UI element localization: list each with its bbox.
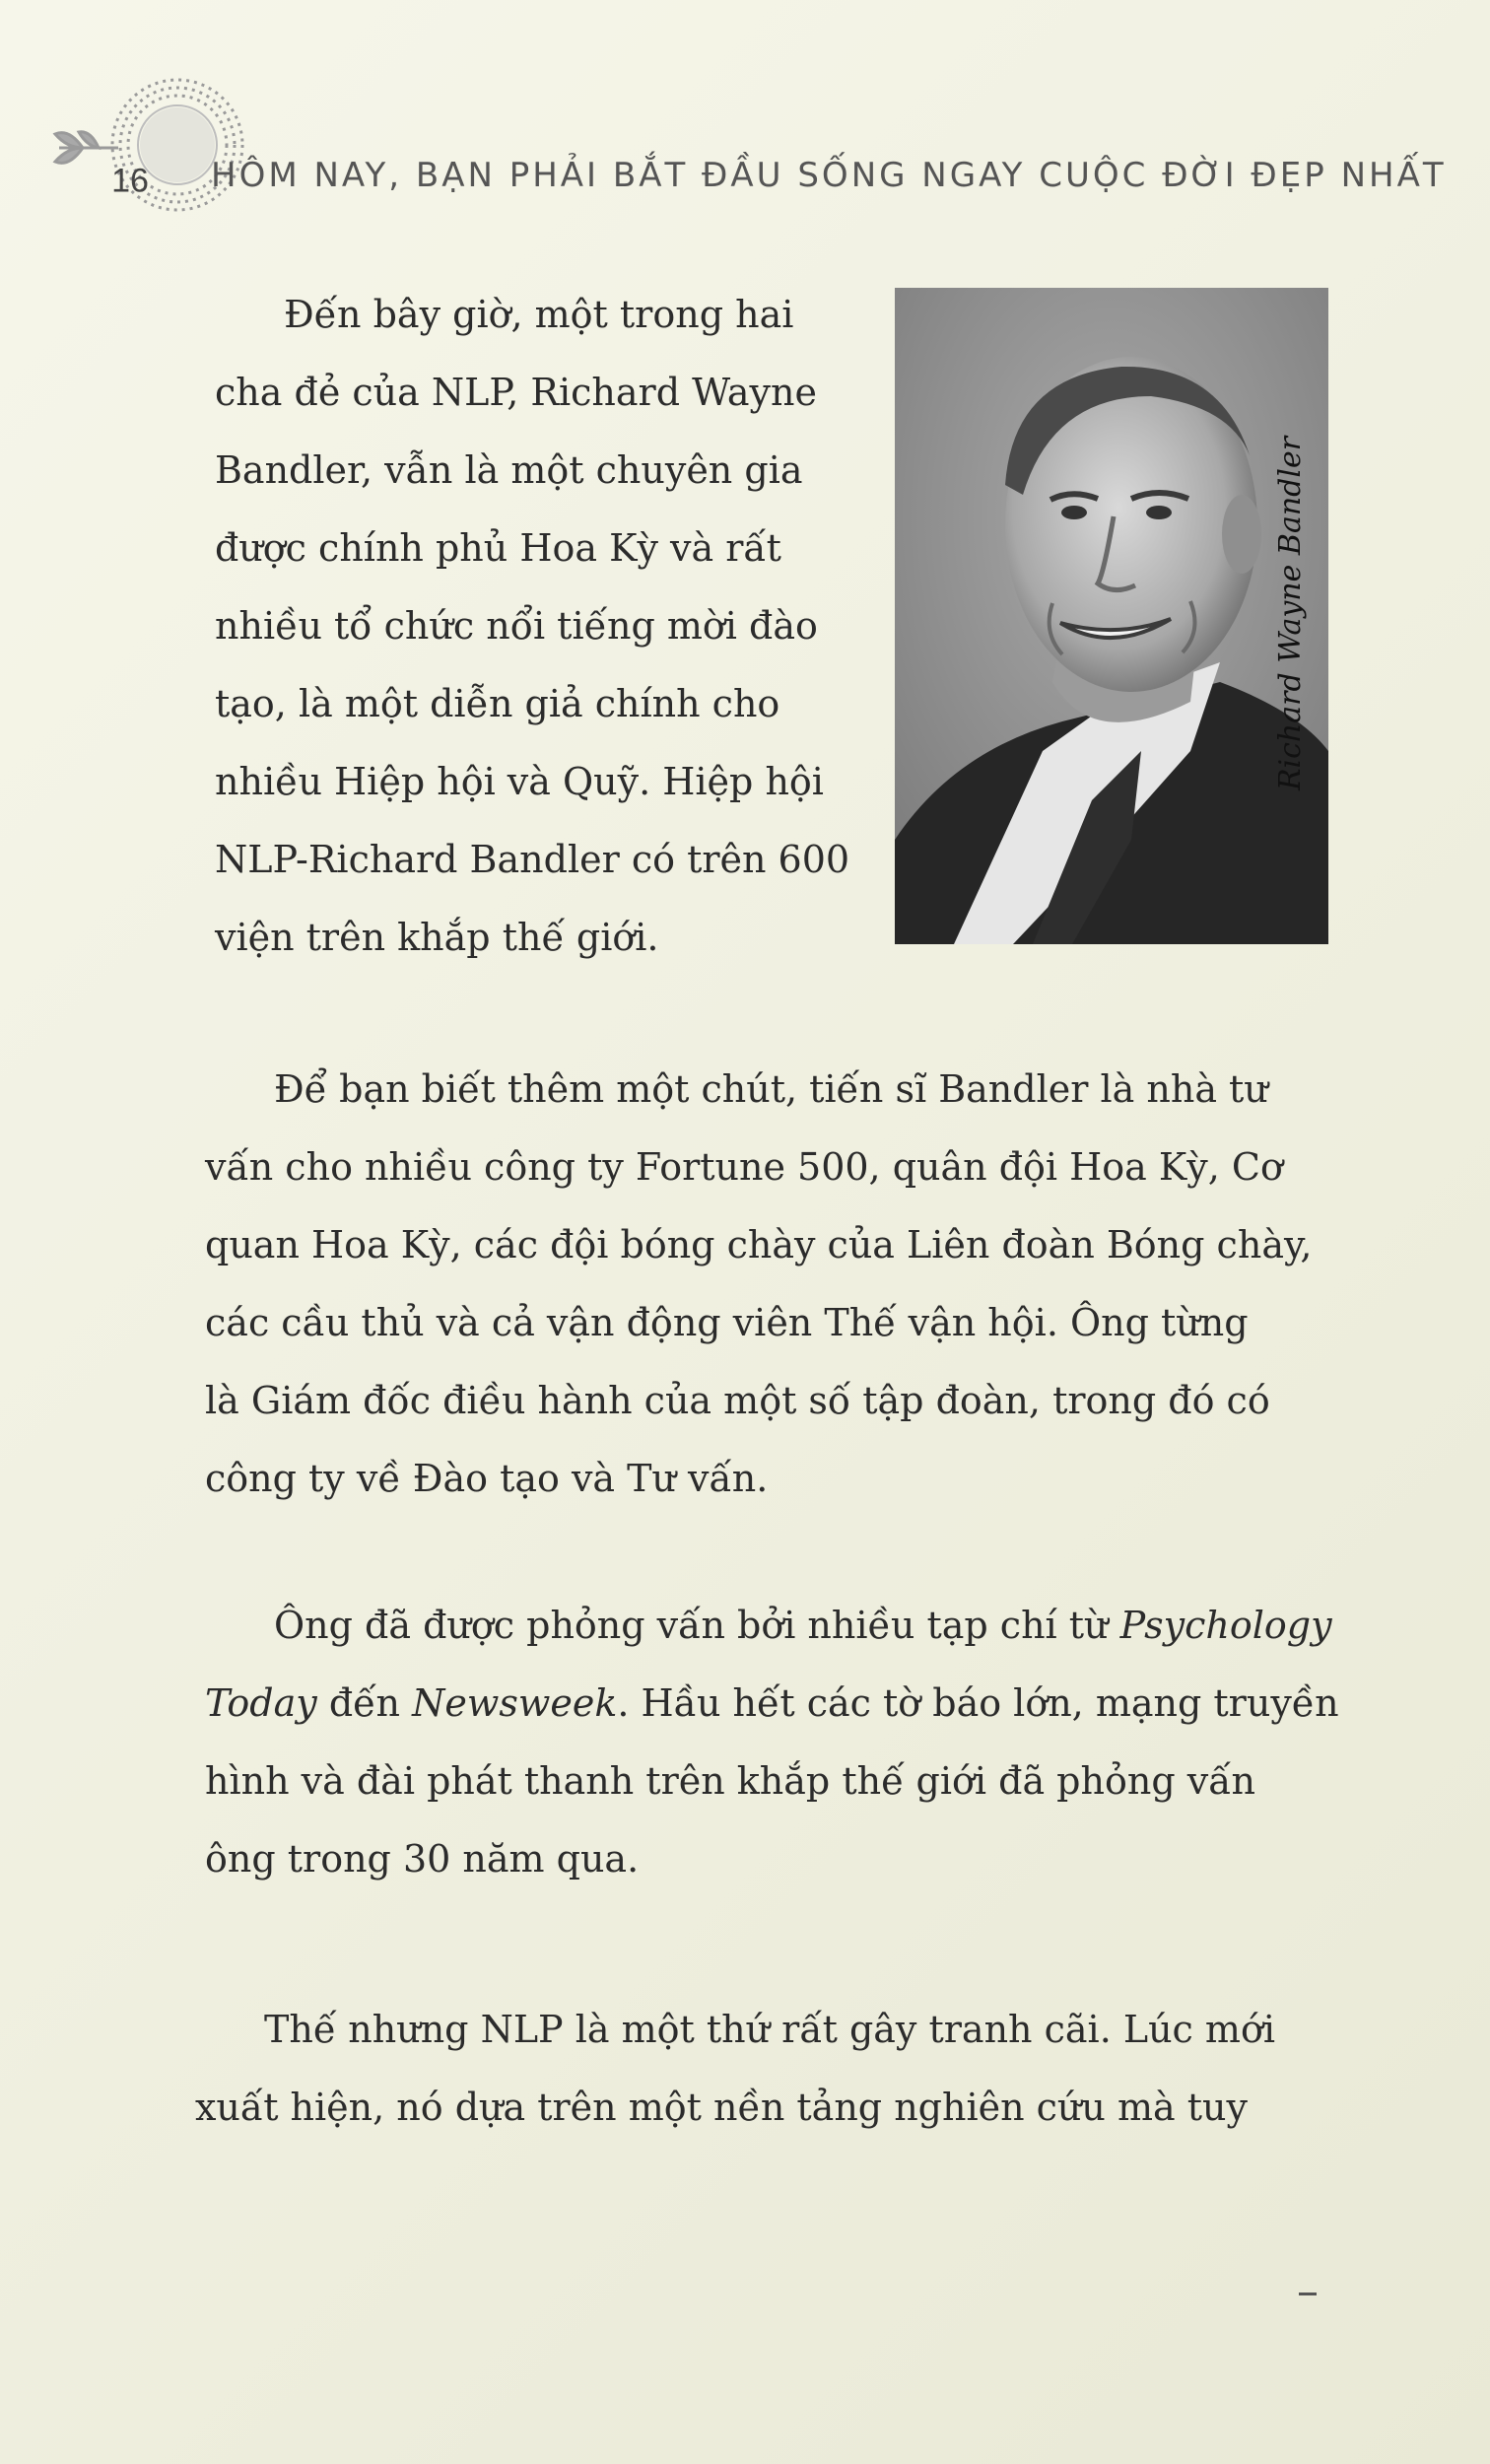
paragraph-line: được chính phủ Hoa Kỳ và rất xyxy=(215,526,781,570)
page-number: 16 xyxy=(111,162,149,200)
paragraph-line: nhiều tổ chức nổi tiếng mời đào xyxy=(215,604,818,648)
photo-caption xyxy=(1261,317,1321,909)
photo-caption-text: Richard Wayne Bandler xyxy=(1273,436,1309,790)
text-run: . Hầu hết các tờ báo lớn, mạng truyền xyxy=(617,1681,1339,1725)
text-run: đến xyxy=(316,1681,413,1725)
paragraph-line: viện trên khắp thế giới. xyxy=(215,916,659,959)
paragraph-line xyxy=(205,1587,1332,1665)
paragraph-line: tạo, là một diễn giả chính cho xyxy=(215,682,780,725)
magazine-title: Today xyxy=(205,1681,317,1725)
paragraph-line: hình và đài phát thanh trên khắp thế giới đã phỏng vấn xyxy=(205,1759,1255,1803)
paragraph-line: NLP-Richard Bandler có trên 600 xyxy=(215,838,850,881)
paragraph-2 xyxy=(205,1051,1328,1518)
paragraph-line xyxy=(205,1665,1339,1743)
paragraph-line: công ty về Đào tạo và Tư vấn. xyxy=(205,1457,769,1500)
magazine-title: Psychology xyxy=(1119,1604,1332,1647)
paragraph-line: Đến bây giờ, một trong hai xyxy=(284,293,794,336)
author-photo xyxy=(895,288,1328,944)
magazine-title: Newsweek xyxy=(412,1681,618,1725)
paragraph-3 xyxy=(205,1587,1339,1898)
paragraph-line: cha đẻ của NLP, Richard Wayne xyxy=(215,371,817,414)
paragraph-line: là Giám đốc điều hành của một số tập đoàn, trong đó có xyxy=(205,1379,1270,1422)
running-header xyxy=(0,59,1490,246)
paragraph-4 xyxy=(195,1991,1330,2147)
text-run: Ông đã được phỏng vấn bởi nhiều tạp chí từ xyxy=(274,1604,1120,1647)
page-mark xyxy=(1299,2293,1317,2295)
paragraph-line: xuất hiện, nó dựa trên một nền tảng nghiên cứu mà tuy xyxy=(195,2086,1248,2129)
paragraph-line: ông trong 30 năm qua. xyxy=(205,1837,640,1881)
paragraph-line: các cầu thủ và cả vận động viên Thế vận hội. Ông từng xyxy=(205,1301,1249,1344)
paragraph-line: quan Hoa Kỳ, các đội bóng chày của Liên đoàn Bóng chày, xyxy=(205,1223,1313,1266)
paragraph-line: vấn cho nhiều công ty Fortune 500, quân đội Hoa Kỳ, Cơ xyxy=(205,1145,1283,1189)
paragraph-line: Thế nhưng NLP là một thứ rất gây tranh cãi. Lúc mới xyxy=(264,2008,1275,2051)
paragraph-line: nhiều Hiệp hội và Quỹ. Hiệp hội xyxy=(215,760,824,803)
paragraph-line: Để bạn biết thêm một chút, tiến sĩ Bandler là nhà tư xyxy=(274,1067,1268,1111)
paragraph-line: Bandler, vẫn là một chuyên gia xyxy=(215,448,803,492)
running-title: HÔM NAY, BẠN PHẢI BẮT ĐẦU SỐNG NGAY CUỘC ĐỜI ĐẸP NHẤT xyxy=(211,156,1447,195)
paragraph-1 xyxy=(215,276,850,977)
